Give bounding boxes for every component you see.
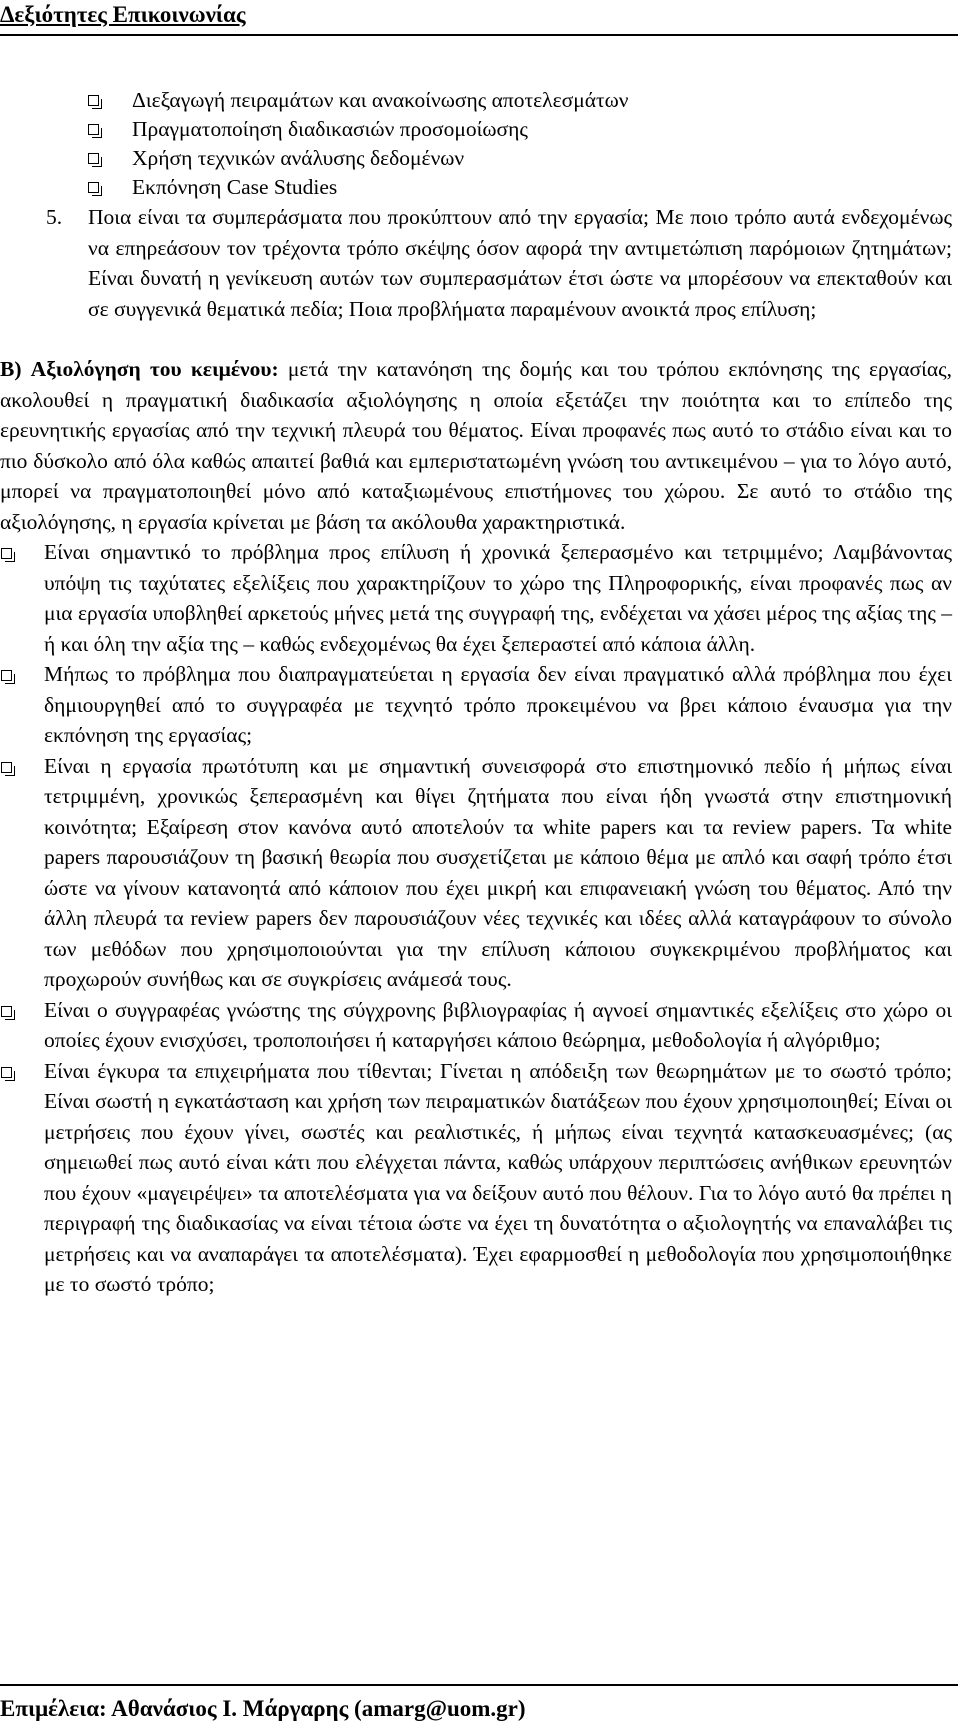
criteria-item [0, 537, 952, 659]
list-item-text: Εκπόνηση Case Studies [132, 175, 338, 199]
checkbox-bullet-icon [1, 548, 12, 559]
checkbox-bullet-icon [88, 153, 99, 164]
checkbox-bullet-icon [1, 670, 12, 681]
page-footer [0, 1684, 960, 1727]
criteria-text: Είναι η εργασία πρωτότυπη και με σημαντική συνεισφορά στο επιστημονικό πεδίο ή μήπως είναι τετριμμένη, χρονικώς ξεπερασμένη και θίγει ζητήματα που είναι ήδη γνωστά στην επιστημονική κοινότητα; Εξαίρεση στον κανόνα αυτό αποτελούν τα white papers και τα review papers. Τα white papers παρουσιάζουν τη βασική θεωρία που συσχετίζεται με κάποιο θέμα με απλό και σαφή τρόπο έτσι ώστε να γίνουν κατανοητά από κάποιον που έχει μικρή και επιφανειακή γνώση του θέματος. Από την άλλη πλευρά τα review papers δεν παρουσιάζουν νέες τεχνικές και ιδέες αλλά καταγράφουν το σύνολο των μεθόδων που χρησιμοποιούνται για την επίλυση κάποιου συγκεκριμένου προβλήματος και προχωρούν συνήθως και σε συγκρίσεις ανάμεσά τους. [44, 753, 952, 991]
list-item [88, 115, 952, 144]
page-content [0, 86, 952, 1300]
checkbox-bullet-icon [1, 762, 12, 773]
criteria-text: Είναι έγκυρα τα επιχειρήματα που τίθενται; Γίνεται η απόδειξη των θεωρημάτων με το σωστό τρόπο; Είναι σωστή η εγκατάσταση και χρήση των πειραματικών διατάξεων που έχουν χρησιμοποιηθεί; Είναι οι μετρήσεις που έχουν γίνει, σωστές και ρεαλιστικές, ή μήπως είναι τεχνητά κατασκευασμένες; (ας σημειωθεί πως αυτό είναι κάτι που ελέγχεται πάντα, καθώς υπάρχουν περιπτώσεις ανήθικων ερευνητών που έχουν «μαγειρέψει» τα αποτελέσματα για να δείξουν αυτό που θέλουν. Για το λόγο αυτό θα πρέπει η περιγραφή της διαδικασίας να είναι τέτοια ώστε να έχει τη δυνατότητα ο αξιολογητής να επαναλάβει τις μετρήσεις και να αναπαράγει τα αποτελέσματα). Έχει εφαρμοσθεί η μεθοδολογία που χρησιμοποιήθηκε με το σωστό τρόπο; [44, 1058, 952, 1296]
list-item [88, 86, 952, 115]
section-b-paragraph [0, 354, 952, 537]
footer-text: Επιμέλεια: Αθανάσιος Ι. Μάργαρης (amarg@uom.gr) [0, 1696, 526, 1721]
criteria-item [0, 995, 952, 1056]
list-item [88, 173, 952, 202]
item-number: 5. [46, 205, 63, 229]
criteria-text: Είναι ο συγγραφέας γνώστης της σύγχρονης βιβλιογραφίας ή αγνοεί σημαντικές εξελίξεις στο χώρο οι οποίες έχουν ενισχύσει, τροποποιήσει ή καταργήσει κάποιο θεώρημα, μεθοδολογία ή αλγόριθμο; [44, 997, 952, 1052]
checkbox-bullet-icon [88, 182, 99, 193]
numbered-item-5 [0, 202, 952, 324]
list-item [88, 144, 952, 173]
checkbox-bullet-icon [88, 124, 99, 135]
item-text: Ποια είναι τα συμπεράσματα που προκύπτουν από την εργασία; Με ποιο τρόπο αυτά ενδεχομένως να επηρεάσουν τον τρέχοντα τρόπο σκέψης όσον αφορά την αντιμετώπιση παρόμοιων ζητημάτων; Είναι δυνατή η γενίκευση αυτών των συμπερασμάτων έτσι ώστε να μπορέσουν να επεκταθούν και σε συγγενικά θεματικά πεδία; Ποια προβλήματα παραμένουν ανοικτά προς επίλυση; [88, 205, 952, 321]
list-item-text: Πραγματοποίηση διαδικασιών προσομοίωσης [132, 117, 528, 141]
methods-list [88, 86, 952, 202]
checkbox-bullet-icon [1, 1006, 12, 1017]
criteria-text: Μήπως το πρόβλημα που διαπραγματεύεται η εργασία δεν είναι πραγματικό αλλά πρόβλημα που έχει δημιουργηθεί από το συγγραφέα με τεχνητό τρόπο προκειμένου να βρει κάποιο έναυσμα για την εκπόνηση της εργασίας; [44, 662, 952, 747]
header-title: Δεξιότητες Επικοινωνίας [0, 2, 246, 27]
checkbox-bullet-icon [88, 95, 99, 106]
criteria-text: Είναι σημαντικό το πρόβλημα προς επίλυση ή χρονικά ξεπερασμένο και τετριμμένο; Λαμβάνοντας υπόψη τις ταχύτατες εξελίξεις που χαρακτηρίζουν το χώρο της Πληροφορικής, είναι προφανές πως αν μια εργασία υποβληθεί αρκετούς μήνες μετά της συγγραφή της, ενδέχεται να χάσει μέρος της αξίας της – ή και όλη την αξία της – καθώς ενδεχομένως θα έχει ξεπεραστεί από κάποια άλλη. [44, 540, 952, 656]
section-b-heading: B) Αξιολόγηση του κειμένου: [0, 357, 279, 381]
criteria-item [0, 659, 952, 751]
list-item-text: Διεξαγωγή πειραμάτων και ανακοίνωσης αποτελεσμάτων [132, 88, 629, 112]
footer-divider [0, 1684, 958, 1686]
page-header [0, 0, 960, 36]
header-divider [0, 34, 958, 36]
criteria-item [0, 1056, 952, 1300]
checkbox-bullet-icon [1, 1067, 12, 1078]
criteria-item [0, 751, 952, 995]
criteria-list [0, 537, 952, 1300]
section-b-text: μετά την κατανόηση της δομής και του τρόπου εκπόνησης της εργασίας, ακολουθεί η πραγματική διαδικασία αξιολόγησης η οποία εξετάζει την ποιότητα και το επίπεδο της ερευνητικής εργασίας από την τεχνική πλευρά του θέματος. Είναι προφανές πως αυτό το στάδιο είναι και το πιο δύσκολο από όλα καθώς απαιτεί βαθιά και εμπεριστατωμένη γνώση του αντικειμένου – για το λόγο αυτό, μπορεί να πραγματοποιηθεί μόνο από καταξιωμένους επιστήμονες του χώρου. Σε αυτό το στάδιο της αξιολόγησης, η εργασία κρίνεται με βάση τα ακόλουθα χαρακτηριστικά. [0, 357, 953, 534]
list-item-text: Χρήση τεχνικών ανάλυσης δεδομένων [132, 146, 465, 170]
